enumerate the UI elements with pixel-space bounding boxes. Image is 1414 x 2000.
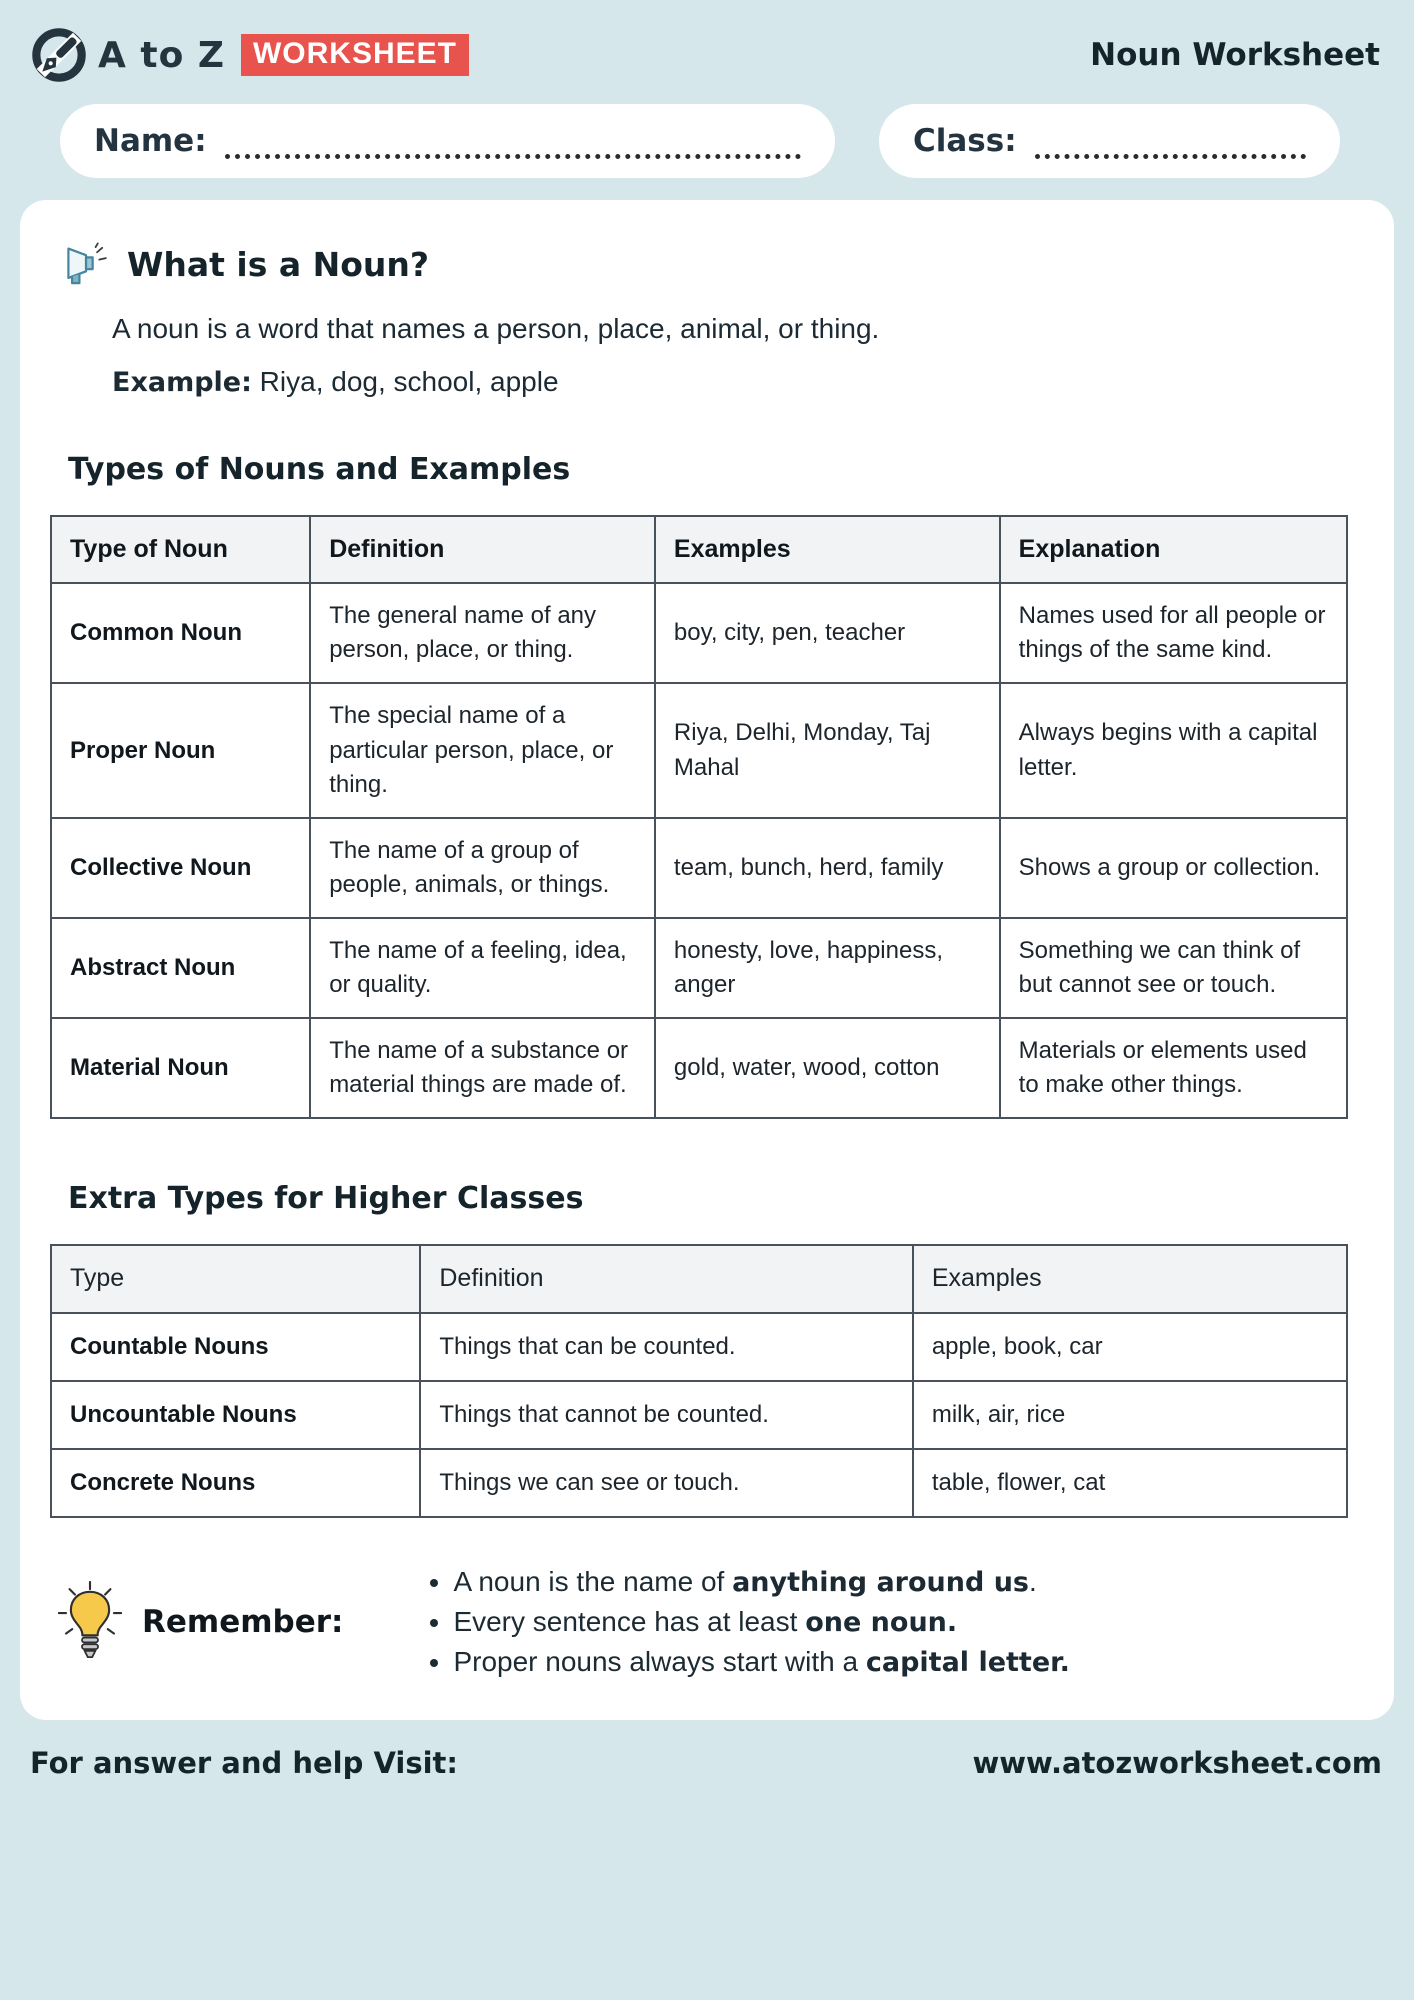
cell-examples: Riya, Delhi, Monday, Taj Mahal <box>655 683 1000 817</box>
worksheet-card <box>20 200 1394 1720</box>
column-header: Examples <box>913 1245 1347 1313</box>
extra-types-table <box>50 1244 1348 1518</box>
cell-explanation: Always begins with a capital letter. <box>1000 683 1347 817</box>
intro-heading: What is a Noun? <box>127 244 430 284</box>
table-header-row <box>51 516 1347 584</box>
cell-noun-type: Concrete Nouns <box>51 1449 420 1517</box>
table-header-row <box>51 1245 1347 1313</box>
cell-explanation: Names used for all people or things of the same kind. <box>1000 583 1347 683</box>
cell-noun-type: Material Noun <box>51 1018 310 1118</box>
remember-bullet: • Proper nouns always start with a capital letter. <box>453 1646 1069 1678</box>
remember-section <box>58 1558 1348 1686</box>
page-header <box>0 0 1414 88</box>
table-row <box>51 683 1347 817</box>
brand-logo <box>30 26 469 84</box>
column-header: Examples <box>655 516 1000 584</box>
remember-list <box>427 1558 1069 1686</box>
remember-bullet: • A noun is the name of anything around us. <box>453 1566 1069 1598</box>
column-header: Definition <box>420 1245 912 1313</box>
cell-examples: honesty, love, happiness, anger <box>655 918 1000 1018</box>
cell-definition: The name of a substance or material things are made of. <box>310 1018 655 1118</box>
table-row <box>51 918 1347 1018</box>
cell-explanation: Something we can think of but cannot see or touch. <box>1000 918 1347 1018</box>
table-row <box>51 818 1347 918</box>
footer-help-text: For answer and help Visit: <box>30 1745 459 1780</box>
cell-examples: table, flower, cat <box>913 1449 1347 1517</box>
cell-noun-type: Countable Nouns <box>51 1313 420 1381</box>
page-footer <box>0 1720 1414 1780</box>
table-row <box>51 1018 1347 1118</box>
column-header: Definition <box>310 516 655 584</box>
cell-noun-type: Collective Noun <box>51 818 310 918</box>
cell-examples: milk, air, rice <box>913 1381 1347 1449</box>
cell-definition: Things that can be counted. <box>420 1313 912 1381</box>
cell-noun-type: Abstract Noun <box>51 918 310 1018</box>
example-text: Riya, dog, school, apple <box>251 365 559 397</box>
column-header: Explanation <box>1000 516 1347 584</box>
cell-noun-type: Common Noun <box>51 583 310 683</box>
cell-definition: The name of a feeling, idea, or quality. <box>310 918 655 1018</box>
table-row <box>51 583 1347 683</box>
cell-examples: team, bunch, herd, family <box>655 818 1000 918</box>
pen-circle-icon <box>30 26 88 84</box>
class-field <box>879 104 1340 178</box>
class-label: Class: <box>913 123 1017 159</box>
table-row <box>51 1313 1347 1381</box>
page-title: Noun Worksheet <box>1090 37 1380 73</box>
noun-example-line <box>112 366 1348 398</box>
cell-definition: The name of a group of people, animals, or things. <box>310 818 655 918</box>
cell-examples: gold, water, wood, cotton <box>655 1018 1000 1118</box>
megaphone-icon <box>64 242 111 286</box>
types-table-heading: Types of Nouns and Examples <box>68 451 571 487</box>
brand-badge: WORKSHEET <box>241 34 469 76</box>
class-input-line[interactable] <box>1035 123 1306 159</box>
cell-noun-type: Uncountable Nouns <box>51 1381 420 1449</box>
name-field <box>60 104 835 178</box>
cell-definition: The special name of a particular person, place, or thing. <box>310 683 655 817</box>
student-fields-row <box>0 88 1414 178</box>
cell-definition: Things that cannot be counted. <box>420 1381 912 1449</box>
website-link[interactable]: www.atozworksheet.com <box>972 1745 1382 1780</box>
table-row <box>51 1381 1347 1449</box>
remember-bullet: • Every sentence has at least one noun. <box>453 1606 1069 1638</box>
cell-noun-type: Proper Noun <box>51 683 310 817</box>
cell-explanation: Shows a group or collection. <box>1000 818 1347 918</box>
column-header: Type of Noun <box>51 516 310 584</box>
cell-definition: Things we can see or touch. <box>420 1449 912 1517</box>
cell-examples: apple, book, car <box>913 1313 1347 1381</box>
types-of-nouns-table <box>50 515 1348 1119</box>
cell-examples: boy, city, pen, teacher <box>655 583 1000 683</box>
name-label: Name: <box>94 123 207 159</box>
extra-table-heading: Extra Types for Higher Classes <box>68 1181 584 1217</box>
cell-definition: The general name of any person, place, or thing. <box>310 583 655 683</box>
lightbulb-icon <box>58 1581 122 1663</box>
brand-name: A to Z <box>98 34 225 76</box>
noun-definition-text: A noun is a word that names a person, place, animal, or thing. <box>112 313 880 344</box>
column-header: Type <box>51 1245 420 1313</box>
table-row <box>51 1449 1347 1517</box>
example-label: Example: <box>112 366 252 398</box>
cell-explanation: Materials or elements used to make other things. <box>1000 1018 1347 1118</box>
remember-label: Remember: <box>142 1603 344 1640</box>
intro-heading-row <box>50 242 1348 286</box>
name-input-line[interactable] <box>225 123 801 159</box>
